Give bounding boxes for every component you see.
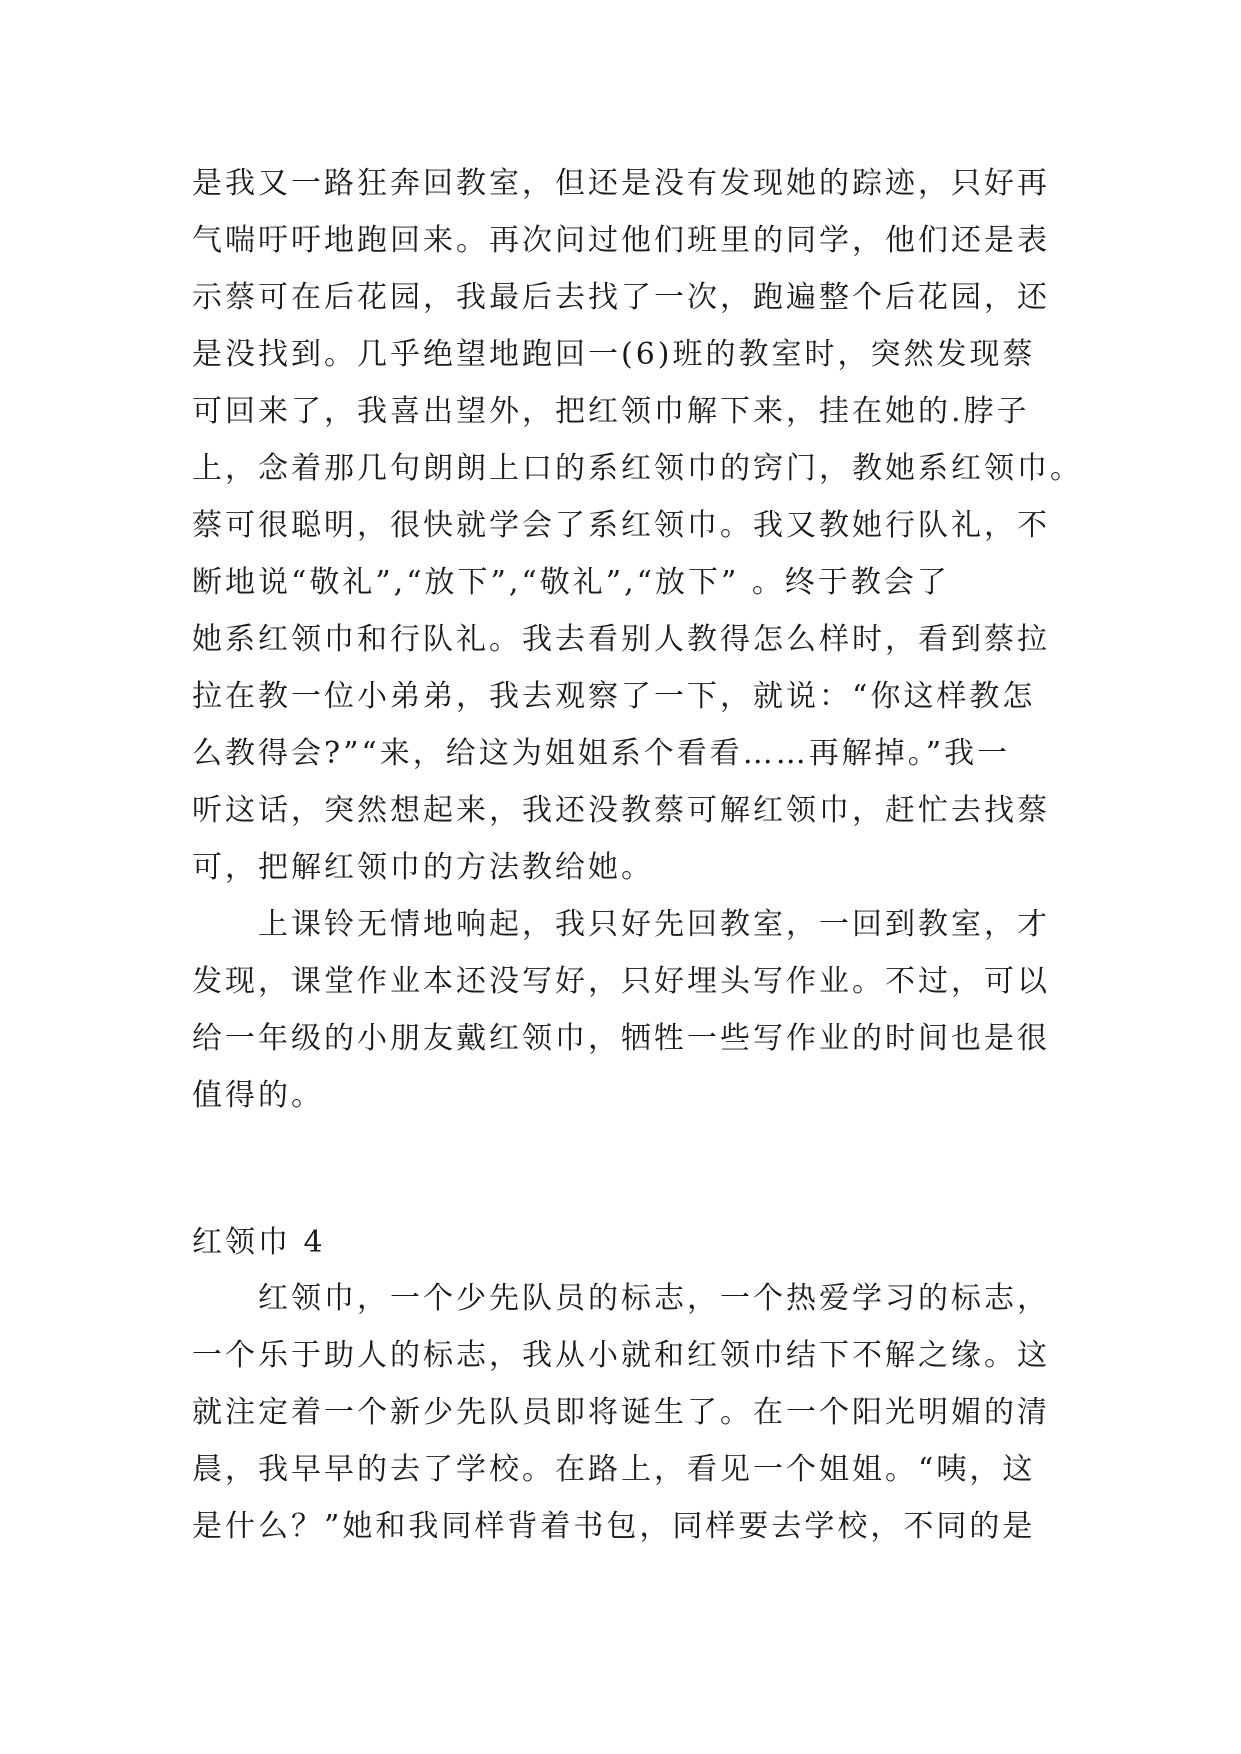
text-line: 上，念着那几句朗朗上口的系红领巾的窍门，教她系红领巾。: [192, 451, 1083, 486]
text-line: 气喘吁吁地跑回来。再次问过他们班里的同学，他们还是表: [192, 223, 1050, 258]
text-line: 可，把解红领巾的方法教给她。: [192, 850, 654, 885]
text-line: 她系红领巾和行队礼。我去看别人教得怎么样时，看到蔡拉: [192, 622, 1050, 657]
text-line: 蔡可很聪明，很快就学会了系红领巾。我又教她行队礼，不: [192, 508, 1050, 543]
text-line: 发现，课堂作业本还没写好，只好埋头写作业。不过，可以: [192, 964, 1050, 999]
text-line: 值得的。: [192, 1078, 324, 1113]
text-line: 是没找到。几乎绝望地跑回一(6)班的教室时，突然发现蔡: [192, 337, 1036, 372]
text-line: 示蔡可在后花园，我最后去找了一次，跑遍整个后花园，还: [192, 280, 1050, 315]
text-line: 晨，我早早的去了学校。在路上，看见一个姐姐。“咦，这: [192, 1452, 1036, 1487]
text-line: 红领巾，一个少先队员的标志，一个热爱学习的标志，: [192, 1281, 1050, 1316]
section-4-text: [192, 1270, 1058, 1555]
text-line: 是什么？”她和我同样背着书包，同样要去学校，不同的是: [192, 1509, 1036, 1544]
text-line: 听这话，突然想起来，我还没教蔡可解红领巾，赶忙去找蔡: [192, 793, 1050, 828]
text-line: 可回来了，我喜出望外，把红领巾解下来，挂在她的.脖子: [192, 394, 1030, 429]
text-line: 么教得会?”“来，给这为姐姐系个看看……再解掉。”我一: [192, 736, 1011, 771]
text-line: 是我又一路狂奔回教室，但还是没有发现她的踪迹，只好再: [192, 166, 1050, 201]
text-line: 上课铃无情地响起，我只好先回教室，一回到教室，才: [192, 907, 1050, 942]
text-line: 拉在教一位小弟弟，我去观察了一下，就说：“你这样教怎: [192, 679, 1036, 714]
text-line: 就注定着一个新少先队员即将诞生了。在一个阳光明媚的清: [192, 1395, 1050, 1430]
section-title: 红领巾 4: [192, 1225, 326, 1260]
text-line: 给一年级的小朋友戴红领巾，牺牲一些写作业的时间也是很: [192, 1021, 1050, 1056]
section-heading: [192, 1214, 1058, 1271]
story-continued-text: [192, 155, 1083, 1124]
text-line: 断地说“敬礼”,“放下”,“敬礼”,“放下” 。终于教会了: [192, 565, 950, 600]
text-line: 一个乐于助人的标志，我从小就和红领巾结下不解之缘。这: [192, 1338, 1050, 1373]
